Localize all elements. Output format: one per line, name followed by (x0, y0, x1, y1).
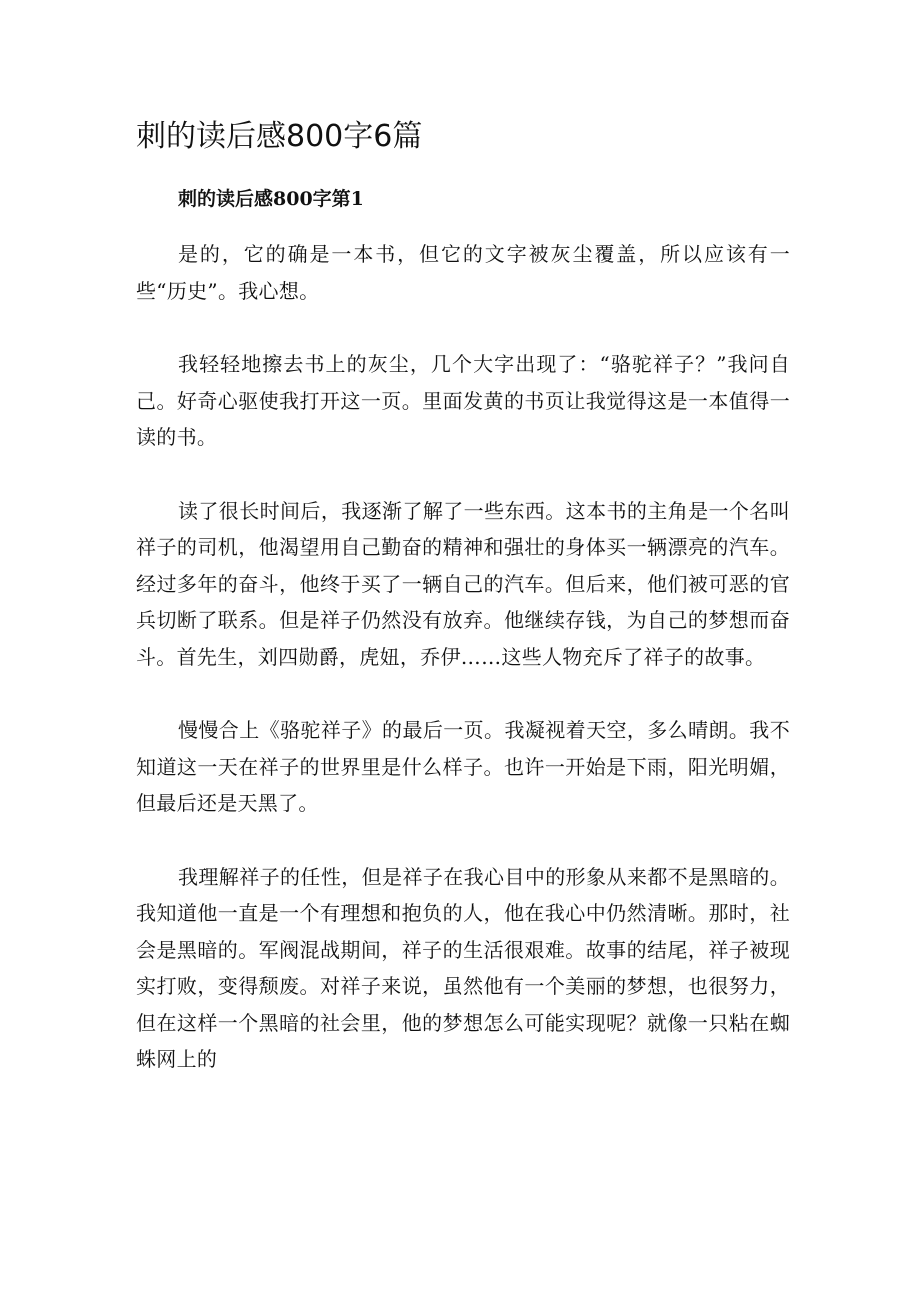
paragraph-3: 读了很长时间后，我逐渐了解了一些东西。这本书的主角是一个名叫祥子的司机，他渴望用自己勤奋的精神和强壮的身体买一辆漂亮的汽车。经过多年的奋斗，他终于买了一辆自己的汽车。但后来，他们被可恶的官兵切断了联系。但是祥子仍然没有放弃。他继续存钱，为自己的梦想而奋斗。首先生，刘四勋爵，虎妞，乔伊……这些人物充斥了祥子的故事。 (136, 498, 790, 669)
paragraph-1: 是的，它的确是一本书，但它的文字被灰尘覆盖，所以应该有一些“历史”。我心想。 (136, 242, 790, 303)
paragraph-5: 我理解祥子的任性，但是祥子在我心目中的形象从来都不是黑暗的。我知道他一直是一个有理想和抱负的人，他在我心中仍然清晰。那时，社会是黑暗的。军阀混战期间，祥子的生活很艰难。故事的结尾，祥子被现实打败，变得颓废。对祥子来说，虽然他有一个美丽的梦想，也很努力，但在这样一个黑暗的社会里，他的梦想怎么可能实现呢？就像一只粘在蜘蛛网上的 (136, 864, 790, 1071)
document-title: 刺的读后感800字6篇 (136, 119, 423, 154)
paragraph-4: 慢慢合上《骆驼祥子》的最后一页。我凝视着天空，多么晴朗。我不知道这一天在祥子的世界里是什么样子。也许一开始是下雨，阳光明媚，但最后还是天黑了。 (136, 718, 790, 815)
paragraph-2: 我轻轻地擦去书上的灰尘，几个大字出现了：“骆驼祥子？”我问自己。好奇心驱使我打开这一页。里面发黄的书页让我觉得这是一本值得一读的书。 (136, 352, 790, 449)
document-body (136, 236, 790, 1115)
section-heading: 刺的读后感800字第1 (178, 188, 364, 210)
